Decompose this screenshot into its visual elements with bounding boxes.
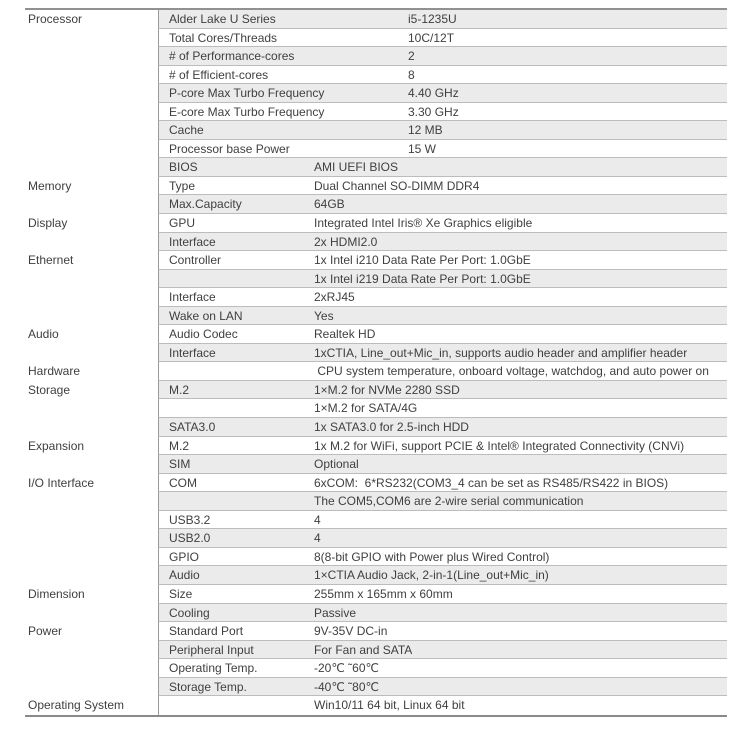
spec-value: 1×M.2 for NVMe 2280 SSD [314, 382, 460, 397]
spec-cell [158, 325, 727, 344]
spec-row [25, 678, 727, 697]
spec-label: Standard Port [169, 624, 244, 639]
spec-label [159, 492, 314, 510]
spec-row [25, 381, 727, 400]
spec-value: 8 [408, 67, 415, 82]
spec-value: 1x Intel i210 Data Rate Per Port: 1.0GbE [314, 253, 531, 268]
spec-value: Yes [314, 308, 334, 323]
spec-row [25, 585, 727, 604]
spec-cell [158, 47, 727, 66]
spec-cell [158, 641, 727, 660]
category-label [25, 84, 158, 103]
spec-value: -40℃ ˜80℃ [314, 679, 379, 694]
spec-value: Integrated Intel Iris® Xe Graphics eligible [314, 216, 533, 231]
category-label [25, 307, 158, 326]
category-label: Memory [25, 177, 158, 196]
spec-value: 12 MB [408, 123, 443, 138]
category-label [25, 47, 158, 66]
spec-value: 1×M.2 for SATA/4G [314, 401, 418, 416]
category-label [25, 121, 158, 140]
spec-label: GPIO [169, 549, 200, 564]
spec-label: COM [169, 475, 197, 490]
spec-cell [158, 585, 727, 604]
spec-row [25, 307, 727, 326]
spec-value: i5-1235U [408, 12, 457, 26]
spec-row [25, 566, 727, 585]
spec-row [25, 103, 727, 122]
spec-cell [158, 437, 727, 456]
spec-label: Wake on LAN [169, 308, 243, 323]
spec-cell [158, 288, 727, 307]
category-label [25, 511, 158, 530]
spec-label: Interface [169, 234, 216, 249]
spec-cell [158, 529, 727, 548]
spec-label: Controller [169, 253, 222, 268]
spec-row [25, 195, 727, 214]
spec-value: Win10/11 64 bit, Linux 64 bit [314, 698, 465, 713]
spec-label: E-core Max Turbo Frequency [169, 104, 325, 119]
category-label [25, 418, 158, 437]
category-label: Power [25, 622, 158, 641]
spec-value: 10C/12T [408, 30, 455, 45]
spec-value: Passive [314, 605, 357, 620]
spec-label: Cache [169, 123, 204, 138]
category-label: Hardware [25, 362, 158, 381]
category-label [25, 529, 158, 548]
spec-cell [158, 455, 727, 474]
spec-value: 1x Intel i219 Data Rate Per Port: 1.0GbE [314, 271, 531, 286]
category-label [25, 399, 158, 418]
spec-row [25, 158, 727, 177]
category-label: Display [25, 214, 158, 233]
spec-row [25, 344, 727, 363]
category-label [25, 158, 158, 177]
spec-row [25, 84, 727, 103]
spec-row [25, 437, 727, 456]
spec-cell [158, 233, 727, 252]
spec-row [25, 511, 727, 530]
spec-label: USB2.0 [169, 531, 211, 546]
spec-label: Audio [169, 568, 200, 583]
spec-row [25, 270, 727, 289]
spec-cell [158, 251, 727, 270]
spec-label: Peripheral Input [169, 642, 254, 657]
spec-row [25, 140, 727, 159]
spec-row [25, 399, 727, 418]
spec-row [25, 177, 727, 196]
spec-row [25, 474, 727, 493]
category-label: Processor [25, 10, 158, 29]
spec-value: 6xCOM: 6*RS232(COM3_4 can be set as RS485/RS422 in BIOS) [314, 475, 669, 490]
spec-label: M.2 [169, 438, 190, 453]
spec-value: 15 W [408, 141, 437, 156]
spec-row [25, 362, 727, 381]
category-label [25, 288, 158, 307]
spec-row [25, 325, 727, 344]
spec-label: Alder Lake U Series [169, 12, 276, 26]
spec-label: Type [169, 178, 196, 193]
spec-cell [158, 362, 727, 381]
spec-value: 4 [314, 512, 321, 527]
spec-value: 8(8-bit GPIO with Power plus Wired Control) [314, 549, 550, 564]
spec-row [25, 696, 727, 715]
spec-cell [158, 121, 727, 140]
spec-label [159, 399, 314, 417]
spec-label: Processor base Power [169, 141, 290, 156]
spec-label: Cooling [169, 605, 210, 620]
spec-cell [158, 158, 727, 177]
spec-label: Interface [169, 290, 216, 305]
spec-row [25, 659, 727, 678]
spec-value: Optional [314, 457, 359, 472]
category-label: Dimension [25, 585, 158, 604]
category-label [25, 233, 158, 252]
spec-cell [158, 195, 727, 214]
spec-row [25, 418, 727, 437]
spec-label: P-core Max Turbo Frequency [169, 86, 325, 101]
spec-cell [158, 678, 727, 697]
spec-row [25, 47, 727, 66]
spec-label: # of Performance-cores [169, 49, 295, 64]
spec-value: For Fan and SATA [314, 642, 413, 657]
category-label: Storage [25, 381, 158, 400]
spec-row [25, 10, 727, 29]
spec-label: Max.Capacity [169, 197, 242, 212]
spec-value: 3.30 GHz [408, 104, 459, 119]
spec-cell [158, 659, 727, 678]
spec-value: 1x SATA3.0 for 2.5-inch HDD [314, 420, 469, 435]
category-label [25, 140, 158, 159]
spec-cell [158, 548, 727, 567]
category-label [25, 195, 158, 214]
spec-cell [158, 622, 727, 641]
spec-value: Realtek HD [314, 327, 376, 342]
category-label [25, 455, 158, 474]
spec-row [25, 288, 727, 307]
spec-cell [158, 696, 727, 715]
spec-cell [158, 66, 727, 85]
category-label [25, 103, 158, 122]
spec-label: # of Efficient-cores [169, 67, 269, 82]
spec-value: 2xRJ45 [314, 290, 355, 305]
spec-value: 2 [408, 49, 415, 64]
spec-label: Total Cores/Threads [169, 30, 278, 45]
spec-value: 255mm x 165mm x 60mm [314, 586, 453, 601]
spec-cell [158, 492, 727, 511]
spec-value: AMI UEFI BIOS [314, 160, 399, 175]
spec-label: BIOS [169, 160, 198, 175]
spec-label: Size [169, 586, 193, 601]
category-label: Expansion [25, 437, 158, 456]
spec-value: 4 [314, 531, 321, 546]
spec-label: GPU [169, 216, 196, 231]
spec-row [25, 66, 727, 85]
spec-cell [158, 270, 727, 289]
spec-cell [158, 84, 727, 103]
spec-row [25, 121, 727, 140]
category-label: I/O Interface [25, 474, 158, 493]
spec-cell [158, 29, 727, 48]
spec-cell [158, 511, 727, 530]
spec-value: 1×CTIA Audio Jack, 2-in-1(Line_out+Mic_in) [314, 568, 549, 583]
spec-value: 1xCTIA, Line_out+Mic_in, supports audio header and amplifier header [314, 345, 688, 360]
category-label [25, 270, 158, 289]
spec-label: USB3.2 [169, 512, 211, 527]
spec-row [25, 641, 727, 660]
spec-label: Audio Codec [169, 327, 238, 342]
spec-cell [158, 307, 727, 326]
category-label: Operating System [25, 696, 158, 715]
category-label: Ethernet [25, 251, 158, 270]
spec-row [25, 622, 727, 641]
category-label [25, 29, 158, 48]
spec-row [25, 548, 727, 567]
spec-value: CPU system temperature, onboard voltage, watchdog, and auto power on [314, 364, 709, 379]
spec-cell [158, 103, 727, 122]
spec-cell [158, 344, 727, 363]
spec-cell [158, 474, 727, 493]
spec-label: Storage Temp. [169, 679, 247, 694]
spec-cell [158, 177, 727, 196]
category-label [25, 344, 158, 363]
spec-row [25, 29, 727, 48]
spec-cell [158, 381, 727, 400]
spec-label [159, 362, 314, 380]
spec-cell [158, 214, 727, 233]
spec-cell [158, 604, 727, 623]
spec-row [25, 214, 727, 233]
spec-label [159, 270, 314, 288]
spec-label: Interface [169, 345, 216, 360]
category-label [25, 66, 158, 85]
spec-cell [158, 566, 727, 585]
spec-row [25, 233, 727, 252]
spec-row [25, 251, 727, 270]
spec-cell [158, 418, 727, 437]
spec-value: Dual Channel SO-DIMM DDR4 [314, 178, 480, 193]
spec-value: 1x M.2 for WiFi, support PCIE & Intel® Integrated Connectivity (CNVi) [314, 438, 685, 453]
spec-cell [158, 140, 727, 159]
category-label [25, 566, 158, 585]
spec-row [25, 604, 727, 623]
spec-row [25, 529, 727, 548]
spec-value: 2x HDMI2.0 [314, 234, 378, 249]
spec-cell [158, 399, 727, 418]
spec-label [159, 696, 314, 715]
category-label [25, 492, 158, 511]
spec-value: -20℃ ˜60℃ [314, 661, 379, 676]
category-label [25, 641, 158, 660]
category-label: Audio [25, 325, 158, 344]
category-label [25, 659, 158, 678]
spec-value: 9V-35V DC-in [314, 624, 388, 639]
category-label [25, 604, 158, 623]
spec-cell [158, 10, 727, 29]
spec-value: The COM5,COM6 are 2-wire serial communication [314, 494, 584, 509]
spec-row [25, 492, 727, 511]
category-label [25, 678, 158, 697]
spec-value: 64GB [314, 197, 345, 212]
spec-label: Operating Temp. [169, 661, 258, 676]
spec-row [25, 455, 727, 474]
spec-value: 4.40 GHz [408, 86, 459, 101]
spec-label: SIM [169, 457, 191, 472]
spec-label: SATA3.0 [169, 420, 216, 435]
category-label [25, 548, 158, 567]
spec-label: M.2 [169, 382, 190, 397]
spec-table [25, 8, 727, 717]
